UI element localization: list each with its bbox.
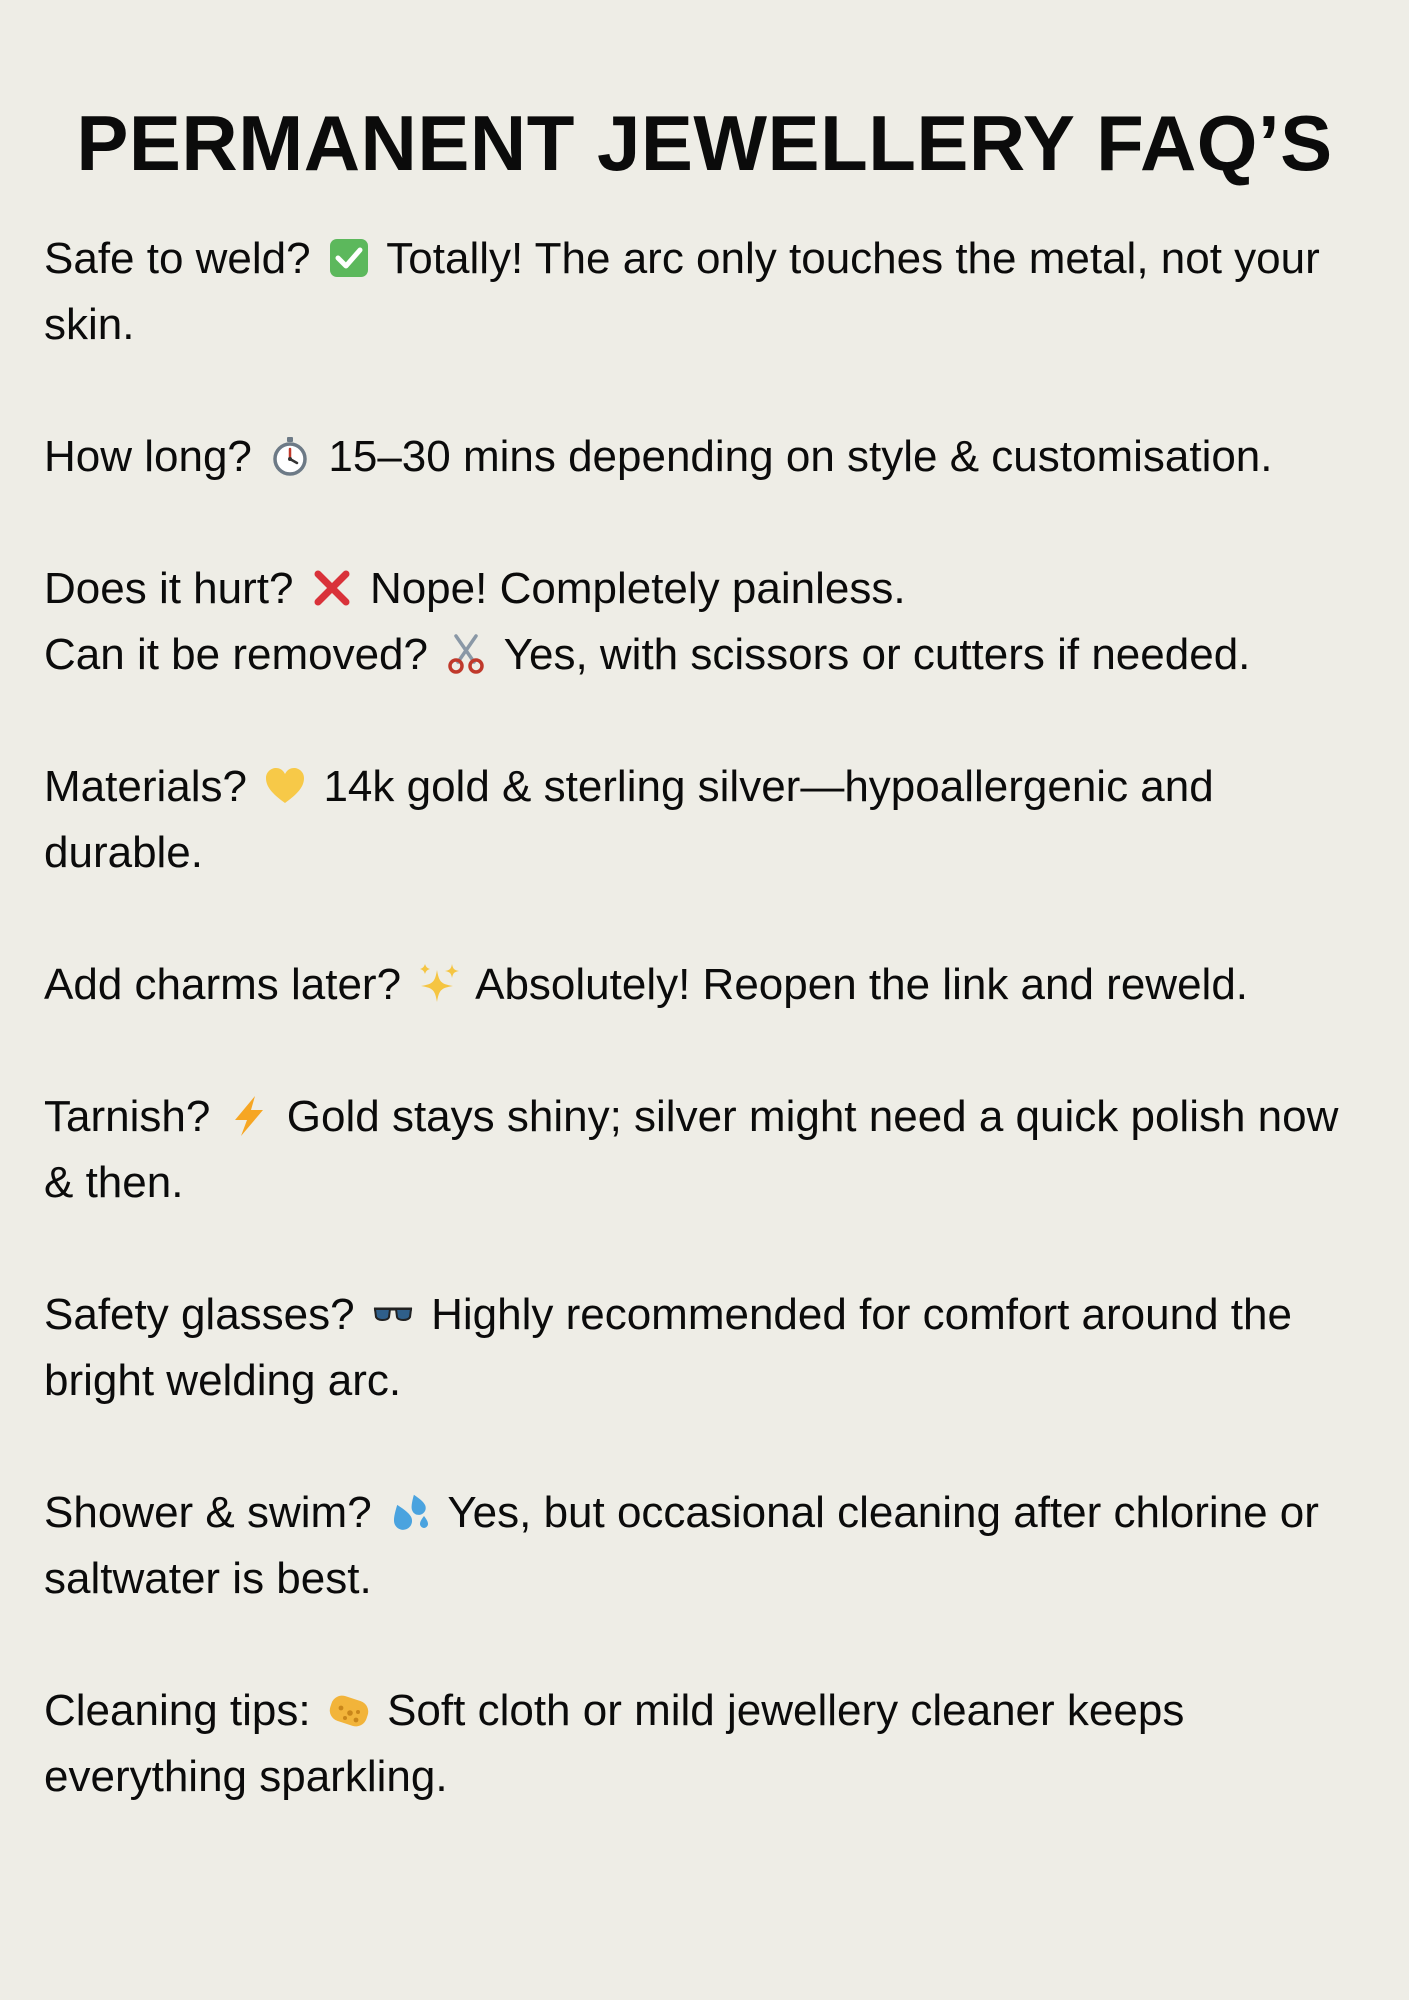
- faq-question: Shower & swim?: [44, 1488, 372, 1537]
- stopwatch-icon: [268, 434, 312, 478]
- faq-item-does-it-hurt: [44, 556, 1365, 622]
- faq-answer: Totally! The arc only touches the metal, not your skin.: [44, 234, 1320, 349]
- faq-answer: Highly recommended for comfort around the bright welding arc.: [44, 1290, 1292, 1405]
- faq-question: Materials?: [44, 762, 247, 811]
- faq-question: Does it hurt?: [44, 564, 294, 613]
- faq-question: Safe to weld?: [44, 234, 311, 283]
- faq-answer: Soft cloth or mild jewellery cleaner keeps everything sparkling.: [44, 1686, 1185, 1801]
- faq-question: Add charms later?: [44, 960, 402, 1009]
- faq-question: Can it be removed?: [44, 630, 428, 679]
- lightning-icon: [227, 1094, 271, 1138]
- page-title: PERMANENT JEWELLERY FAQ’S: [76, 99, 1333, 187]
- faq-item-cleaning-tips: [44, 1678, 1365, 1810]
- faq-answer: Yes, with scissors or cutters if needed.: [503, 630, 1251, 679]
- yellow-heart-icon: [263, 764, 307, 808]
- scissors-icon: [444, 632, 488, 676]
- faq-item-add-charms-later: [44, 952, 1365, 1018]
- sparkles-icon: [417, 962, 461, 1006]
- sponge-icon: [327, 1688, 371, 1732]
- faq-question: Tarnish?: [44, 1092, 211, 1141]
- sunglasses-icon: [371, 1292, 415, 1336]
- faq-item-can-it-be-removed: [44, 622, 1365, 688]
- cross-mark-icon: [310, 566, 354, 610]
- faq-item-tarnish: [44, 1084, 1365, 1216]
- check-mark-icon: [327, 236, 371, 280]
- faq-item-safety-glasses: [44, 1282, 1365, 1414]
- faq-answer: Absolutely! Reopen the link and reweld.: [475, 960, 1249, 1009]
- faq-item-materials: [44, 754, 1365, 886]
- faq-list: [44, 226, 1365, 1810]
- faq-item-shower-and-swim: [44, 1480, 1365, 1612]
- faq-answer: Nope! Completely painless.: [369, 564, 906, 613]
- faq-item-how-long: [44, 424, 1365, 490]
- faq-answer: Yes, but occasional cleaning after chlorine or saltwater is best.: [44, 1488, 1319, 1603]
- faq-question: Cleaning tips:: [44, 1686, 311, 1735]
- faq-answer: 14k gold & sterling silver—hypoallergenic and durable.: [44, 762, 1214, 877]
- faq-item-safe-to-weld: [44, 226, 1365, 358]
- faq-question: Safety glasses?: [44, 1290, 355, 1339]
- faq-answer: 15–30 mins depending on style & customisation.: [328, 432, 1273, 481]
- faq-question: How long?: [44, 432, 252, 481]
- faq-answer: Gold stays shiny; silver might need a quick polish now & then.: [44, 1092, 1339, 1207]
- water-droplets-icon: [388, 1490, 432, 1534]
